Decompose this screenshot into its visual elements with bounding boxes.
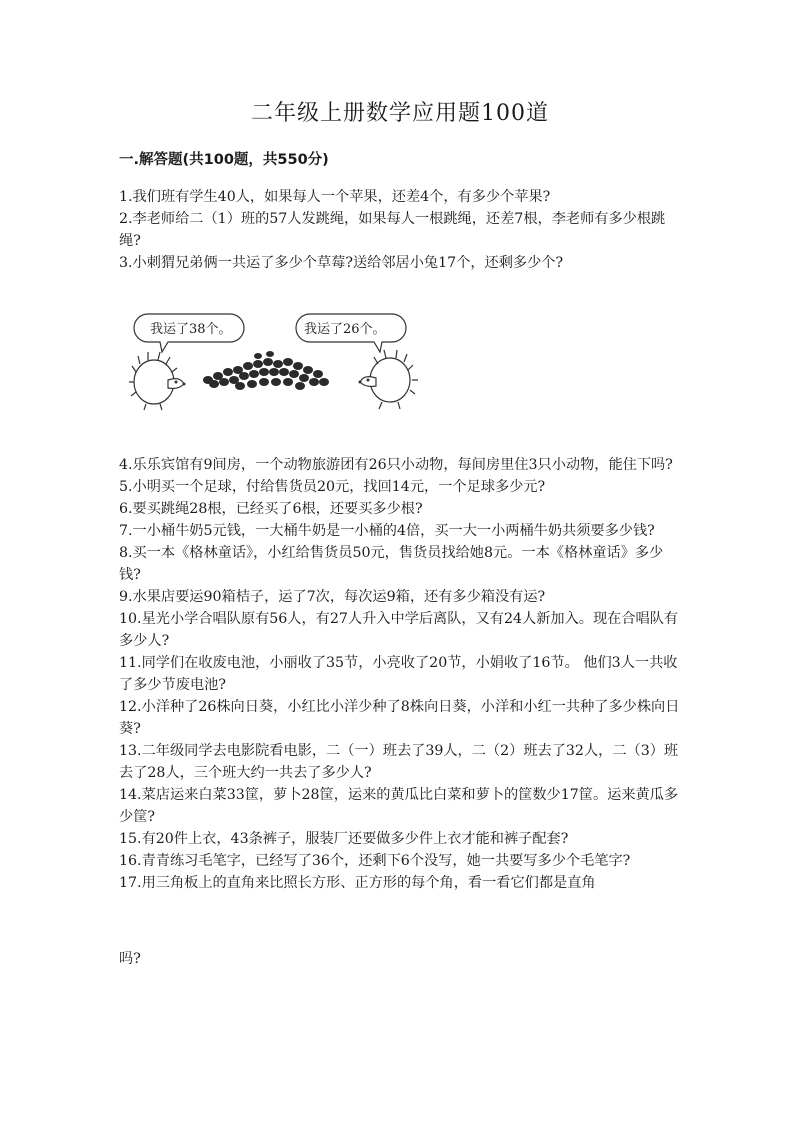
- question-item: 10.星光小学合唱队原有56人，有27人升入中学后离队，又有24人新加入。现在合唱队有多少人?: [119, 611, 679, 649]
- right-speech-bubble: [296, 314, 406, 352]
- question-item: 6.要买跳绳28根，已经买了6根，还要买多少根?: [119, 501, 423, 517]
- question-item: 1.我们班有学生40人，如果每人一个苹果，还差4个，有多少个苹果?: [119, 189, 551, 205]
- left-bubble-text: 我运了38个。: [150, 322, 232, 337]
- question-item: 9.水果店要运90箱桔子，运了7次，每次运9箱，还有多少箱没有运?: [119, 589, 546, 605]
- question-item: 3.小刺猬兄弟俩一共运了多少个草莓?送给邻居小兔17个，还剩多少个?: [119, 255, 564, 271]
- question-item: 11.同学们在收废电池，小丽收了35节，小亮收了20节，小娟收了16节。 他们3人一共收了多少节废电池?: [119, 655, 678, 693]
- question-item: 12.小洋种了26株向日葵，小红比小洋少种了8株向日葵，小洋和小红一共种了多少株向日葵?: [119, 699, 680, 737]
- question-item: 5.小明买一个足球，付给售货员20元，找回14元，一个足球多少元?: [119, 479, 546, 495]
- question-item: 14.菜店运来白菜33筐，萝卜28筐，运来的黄瓜比白菜和萝卜的筐数少17筐。运来黄瓜多少筐?: [119, 787, 679, 825]
- question-list-part2: [119, 454, 684, 894]
- right-bubble-text: 我运了26个。: [304, 322, 386, 337]
- hedgehog-right-icon: [359, 350, 419, 409]
- question-item: 15.有20件上衣，43条裤子，服装厂还要做多少件上衣才能和裤子配套?: [119, 831, 569, 847]
- question-item: 16.青青练习毛笔字，已经写了36个，还剩下6个没写，她一共要写多少个毛笔字?: [119, 853, 631, 869]
- left-speech-bubble: [134, 314, 244, 352]
- page-title: 二年级上册数学应用题100道: [251, 101, 549, 126]
- question-item: 17.用三角板上的直角来比照长方形、正方形的每个角，看一看它们都是直角: [119, 875, 596, 891]
- strawberry-pile-icon: [203, 351, 329, 390]
- section-heading: 一.解答题(共100题，共550分): [119, 152, 329, 168]
- question-list-part1: [119, 186, 684, 274]
- question-17-continuation: 吗?: [119, 951, 141, 967]
- hedgehog-left-icon: [129, 352, 186, 410]
- question-item: 4.乐乐宾馆有9间房，一个动物旅游团有26只小动物，每间房里住3只小动物，能住下吗?: [119, 457, 673, 473]
- question-item: 2.李老师给二（1）班的57人发跳绳，如果每人一根跳绳，还差7根，李老师有多少根跳绳?: [119, 211, 666, 249]
- question-item: 8.买一本《格林童话》，小红给售货员50元，售货员找给她8元。一本《格林童话》多少钱?: [119, 545, 664, 583]
- question-item: 7.一小桶牛奶5元钱，一大桶牛奶是一小桶的4倍，买一大一小两桶牛奶共须要多少钱?: [119, 523, 655, 539]
- question-item: 13.二年级同学去电影院看电影，二（一）班去了39人，二（2）班去了32人，二（3）班去了28人，三个班大约一共去了多少人?: [119, 743, 679, 781]
- hedgehog-illustration: [128, 310, 428, 420]
